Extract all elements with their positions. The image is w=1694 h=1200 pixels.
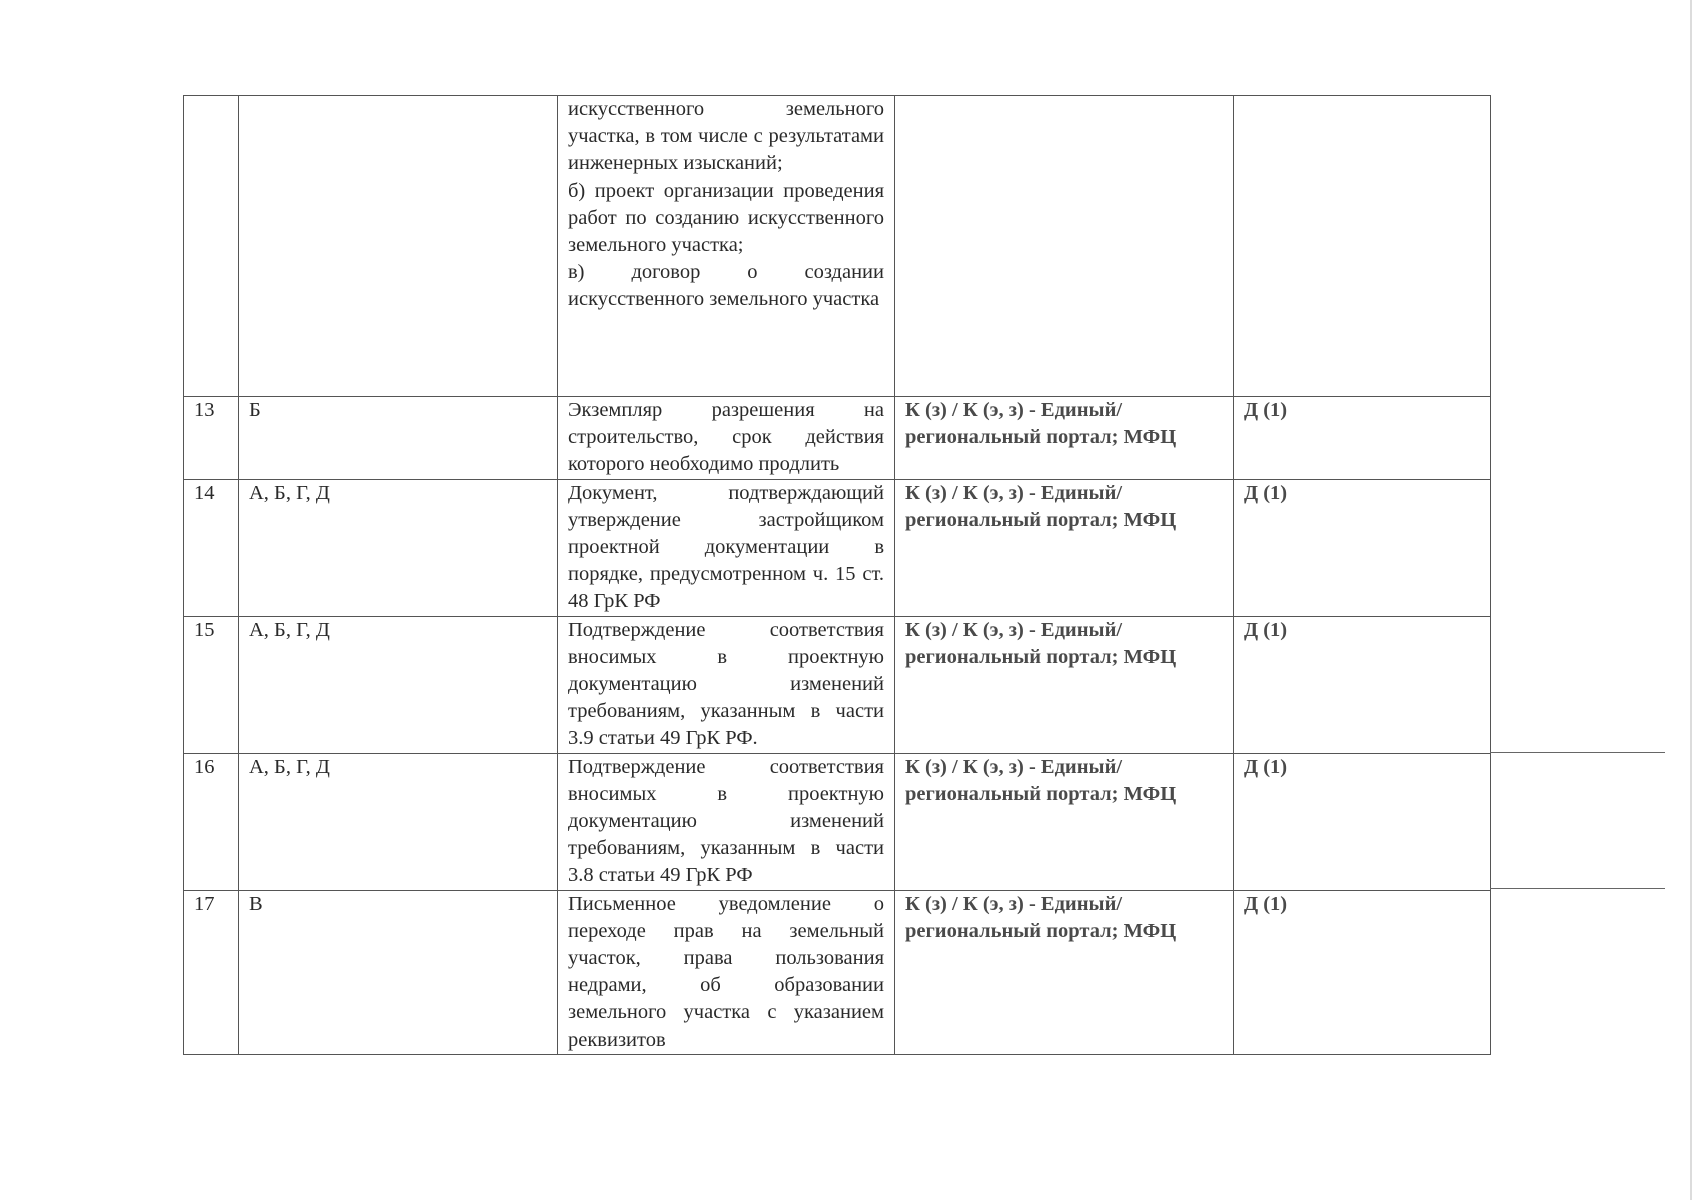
table-row [184, 616, 1491, 753]
table-row [184, 96, 1491, 397]
row-document-type: Д (1) [1234, 616, 1491, 753]
row-document-type [1234, 96, 1491, 397]
row-description [558, 96, 895, 397]
scan-artifact-line [1490, 752, 1665, 753]
table-row [184, 397, 1491, 480]
row-categories [239, 96, 558, 397]
row-submission-method: К (з) / К (э, з) - Единый/региональный портал; МФЦ [895, 397, 1234, 480]
row-document-type: Д (1) [1234, 479, 1491, 616]
row-categories: А, Б, Г, Д [239, 616, 558, 753]
row-categories: А, Б, Г, Д [239, 479, 558, 616]
table-row [184, 479, 1491, 616]
description-line: искусственного земельного участка, в том числе с результатами инженерных изысканий; [568, 98, 884, 175]
row-number: 17 [184, 890, 239, 1054]
row-description [558, 890, 895, 1054]
row-submission-method: К (з) / К (э, з) - Единый/региональный портал; МФЦ [895, 616, 1234, 753]
scan-edge [1690, 0, 1692, 1200]
row-description [558, 753, 895, 890]
row-number: 13 [184, 397, 239, 480]
description-line: Подтверждение соответствия вносимых в проектную документацию изменений требованиям, указанным в части 3.9 статьи 49 ГрК РФ. [568, 618, 884, 750]
description-line: в) договор о создании искусственного земельного участка [568, 261, 884, 311]
row-description [558, 479, 895, 616]
description-line: Экземпляр разрешения на строительство, срок действия которого необходимо продлить [568, 399, 884, 476]
description-line: Письменное уведомление о переходе прав на земельный участок, права пользования недрами, об образовании земельного участка с указанием реквизитов [568, 892, 884, 1051]
row-categories: Б [239, 397, 558, 480]
row-number [184, 96, 239, 397]
row-document-type: Д (1) [1234, 753, 1491, 890]
table-row [184, 890, 1491, 1054]
documents-table [183, 95, 1491, 1055]
row-categories: В [239, 890, 558, 1054]
scan-artifact-line [1490, 888, 1665, 889]
description-line: б) проект организации проведения работ по созданию искусственного земельного участка; [568, 179, 884, 257]
row-description [558, 397, 895, 480]
row-description [558, 616, 895, 753]
row-submission-method: К (з) / К (э, з) - Единый/региональный портал; МФЦ [895, 479, 1234, 616]
table-row [184, 753, 1491, 890]
row-submission-method [895, 96, 1234, 397]
row-categories: А, Б, Г, Д [239, 753, 558, 890]
row-submission-method: К (з) / К (э, з) - Единый/региональный портал; МФЦ [895, 753, 1234, 890]
row-number: 14 [184, 479, 239, 616]
row-document-type: Д (1) [1234, 397, 1491, 480]
row-number: 15 [184, 616, 239, 753]
row-submission-method: К (з) / К (э, з) - Единый/региональный портал; МФЦ [895, 890, 1234, 1054]
description-line: Документ, подтверждающий утверждение застройщиком проектной документации в порядке, предусмотренном ч. 15 ст. 48 ГрК РФ [568, 481, 884, 613]
row-document-type: Д (1) [1234, 890, 1491, 1054]
row-number: 16 [184, 753, 239, 890]
description-line: Подтверждение соответствия вносимых в проектную документацию изменений требованиям, указанным в части 3.8 статьи 49 ГрК РФ [568, 755, 884, 887]
